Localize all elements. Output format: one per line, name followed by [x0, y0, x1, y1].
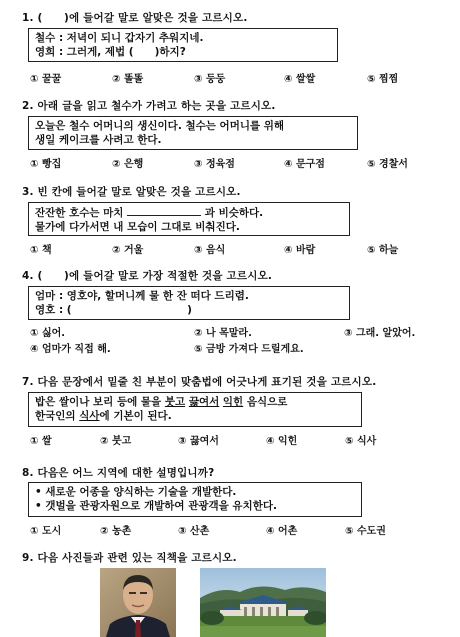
q8-option-4[interactable]: ④ 어촌 — [266, 526, 298, 537]
question-1-box — [28, 28, 338, 62]
q7-option-2[interactable]: ② 붓고 — [100, 436, 132, 447]
q8-option-3[interactable]: ③ 산촌 — [178, 526, 210, 537]
q2-option-5[interactable]: ⑤ 경찰서 — [367, 159, 408, 170]
q3-option-3[interactable]: ③ 음식 — [194, 245, 226, 256]
q7-text-f: 에 기본이 된다. — [99, 410, 172, 422]
q2-option-2[interactable]: ② 은행 — [112, 159, 144, 170]
q4-option-5[interactable]: ⑤ 금방 가져다 드릴게요. — [194, 344, 304, 355]
q3-line-1-post: 과 비슷하다. — [204, 207, 264, 219]
q4-option-4[interactable]: ④ 엄마가 직접 해. — [30, 344, 111, 355]
q7-underline-4: 식사 — [79, 410, 100, 422]
q1-option-5[interactable]: ⑤ 찜찜 — [367, 74, 399, 85]
building-photo — [200, 568, 326, 637]
q7-option-5[interactable]: ⑤ 식사 — [345, 436, 377, 447]
q2-line-1: 오늘은 철수 어머니의 생신이다. 철수는 어머니를 위해 — [35, 120, 285, 132]
q8-line-2: • 갯벌을 관광자원으로 개발하여 관광객을 유치한다. — [35, 500, 277, 512]
question-2-title: 2. 아래 글을 읽고 철수가 가려고 하는 곳을 고르시오. — [22, 100, 276, 112]
q2-option-4[interactable]: ④ 문구점 — [284, 159, 325, 170]
q7-line-1 — [29, 395, 361, 409]
question-1-title: 1. ( )에 들어갈 말로 알맞은 것을 고르시오. — [22, 12, 248, 24]
q1-option-4[interactable]: ④ 쌀쌀 — [284, 74, 316, 85]
q2-option-3[interactable]: ③ 정육점 — [194, 159, 235, 170]
question-8-title: 8. 다음은 어느 지역에 대한 설명입니까? — [22, 467, 215, 479]
q7-underline-1: 붓고 — [164, 396, 186, 408]
q1-line-1: 철수 : 저녁이 되니 갑자기 추워지네. — [35, 32, 204, 44]
question-4-title: 4. ( )에 들어갈 말로 가장 적절한 것을 고르시오. — [22, 270, 273, 282]
q3-line-2: 물가에 다가서면 내 모습이 그대로 비춰진다. — [35, 221, 240, 233]
question-3-box — [28, 202, 350, 236]
q3-line-1-pre: 잔잔한 호수는 마치 — [35, 207, 124, 219]
q8-option-5[interactable]: ⑤ 수도권 — [345, 526, 386, 537]
q2-option-1[interactable]: ① 빵집 — [30, 159, 62, 170]
q7-text-a: 밥은 쌀이나 보리 등에 물을 — [35, 396, 165, 408]
question-4-box — [28, 286, 350, 320]
q8-option-2[interactable]: ② 농촌 — [100, 526, 132, 537]
q7-underline-3: 익힌 — [222, 396, 244, 408]
portrait-photo — [100, 568, 176, 637]
q4-line-1: 엄마 : 영호야, 할머니께 물 한 잔 떠다 드리렴. — [35, 290, 249, 302]
q2-line-2: 생일 케이크를 사려고 한다. — [35, 134, 162, 146]
q7-option-1[interactable]: ① 쌀 — [30, 436, 52, 447]
q4-option-1[interactable]: ① 싫어. — [30, 328, 66, 339]
q8-option-1[interactable]: ① 도시 — [30, 526, 62, 537]
q1-option-2[interactable]: ② 똘똘 — [112, 74, 144, 85]
q3-line-1 — [29, 205, 349, 220]
q7-option-4[interactable]: ④ 익힌 — [266, 436, 298, 447]
q4-option-3[interactable]: ③ 그래. 알았어. — [344, 328, 416, 339]
q3-option-4[interactable]: ④ 바람 — [284, 245, 316, 256]
q4-line-2: 영호 : ( ) — [35, 304, 192, 316]
q3-option-2[interactable]: ② 거울 — [112, 245, 144, 256]
q4-option-2[interactable]: ② 나 목말라. — [194, 328, 252, 339]
q1-option-3[interactable]: ③ 둥둥 — [194, 74, 226, 85]
q7-line-2 — [29, 409, 361, 423]
question-2-box — [28, 116, 358, 150]
q1-option-1[interactable]: ① 꿀꿀 — [30, 74, 62, 85]
q3-answer-blank — [127, 205, 201, 216]
q7-text-e: 한국인의 — [35, 410, 80, 422]
question-7-title: 7. 다음 문장에서 밑줄 친 부분이 맞춤법에 어긋나게 표기된 것을 고르시오. — [22, 376, 377, 388]
q7-text-d: 음식으로 — [243, 396, 288, 408]
q1-line-2: 영희 : 그러게, 제법 ( )하지? — [35, 46, 186, 58]
building-image — [200, 568, 326, 637]
question-9-title: 9. 다음 사진들과 관련 있는 직책을 고르시오. — [22, 552, 237, 564]
q7-option-3[interactable]: ③ 끓여서 — [178, 436, 219, 447]
q3-option-1[interactable]: ① 책 — [30, 245, 52, 256]
question-3-title: 3. 빈 칸에 들어갈 말로 알맞은 것을 고르시오. — [22, 186, 241, 198]
question-8-box — [28, 482, 362, 517]
q3-option-5[interactable]: ⑤ 하늘 — [367, 245, 399, 256]
question-7-box — [28, 392, 362, 427]
q8-line-1: • 새로운 어종을 양식하는 기술을 개발한다. — [35, 486, 237, 498]
q7-underline-2: 끓여서 — [188, 396, 220, 408]
portrait-image — [100, 568, 176, 637]
